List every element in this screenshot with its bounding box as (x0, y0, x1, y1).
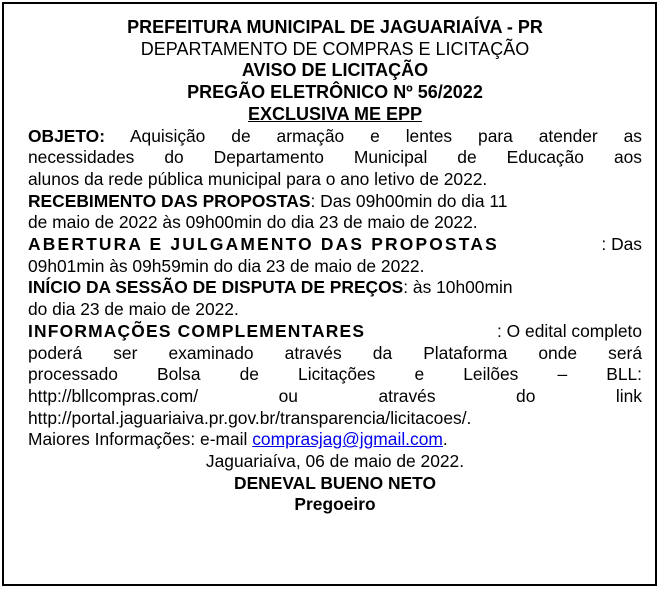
abertura-label: ABERTURA E JULGAMENTO DAS PROPOSTAS (28, 234, 499, 255)
informacoes-line-5 (28, 408, 642, 430)
bll-url[interactable]: http://bllcompras.com/ (28, 385, 199, 406)
email-link[interactable]: comprasjag@jgmail.com (252, 429, 443, 450)
inicio-line-1 (28, 277, 642, 299)
portal-url[interactable]: http://portal.jaguariaiva.pr.gov.br/transparencia/licitacoes/. (28, 407, 472, 428)
notice-content (28, 16, 642, 516)
inicio-text-1: : às 10h00min (403, 277, 513, 298)
exclusive-label: EXCLUSIVA ME EPP (247, 103, 423, 124)
inicio-label: INÍCIO DA SESSÃO DE DISPUTA DE PREÇOS (28, 277, 404, 298)
maiores-line (28, 429, 642, 451)
ou-word: ou (278, 385, 298, 406)
place-date: Jaguariaíva, 06 de maio de 2022. (205, 451, 465, 472)
atraves-word: através (378, 385, 436, 406)
signer-name: DENEVAL BUENO NETO (234, 472, 436, 493)
recebimento-line-1 (28, 191, 642, 213)
abertura-text-1: : Das (601, 234, 642, 255)
informacoes-line-3: processado Bolsa de Licitações e Leilões – BLL: (28, 364, 642, 385)
signer-role: Pregoeiro (294, 494, 376, 515)
header-dept: DEPARTAMENTO DE COMPRAS E LICITAÇÃO (140, 38, 530, 59)
do-word: do (516, 385, 536, 406)
maiores-text: Maiores Informações: e-mail (28, 429, 253, 450)
informacoes-line-4 (28, 386, 642, 408)
notice-frame (2, 2, 657, 586)
informacoes-label: INFORMAÇÕES COMPLEMENTARES (28, 320, 366, 341)
header-org: PREFEITURA MUNICIPAL DE JAGUARIAÍVA - PR (127, 17, 543, 37)
header-notice: AVISO DE LICITAÇÃO (241, 60, 429, 81)
abertura-line-2: 09h01min às 09h59min do dia 23 de maio de 2022. (28, 255, 425, 276)
informacoes-line-2: poderá ser examinado através da Plataforma onde será (28, 342, 642, 363)
header-exclusive (28, 104, 642, 126)
informacoes-line-1 (28, 321, 642, 343)
recebimento-text-1: : Das 09h00min do dia 11 (310, 190, 508, 211)
header-pregao: PREGÃO ELETRÔNICO Nº 56/2022 (187, 82, 483, 103)
recebimento-line-2: de maio de 2022 às 09h00min do dia 23 de maio de 2022. (28, 212, 478, 233)
inicio-line-2: do dia 23 de maio de 2022. (28, 299, 239, 320)
link-word: link (615, 385, 642, 406)
abertura-line-1 (28, 234, 642, 256)
objeto-label: OBJETO: (28, 125, 105, 146)
objeto-text-1: Aquisição de armação e lentes para atender as (129, 125, 643, 146)
objeto-line-2: necessidades do Departamento Municipal de Educação aos (28, 147, 642, 168)
email-period: . (442, 429, 448, 450)
objeto-line-1 (28, 126, 642, 148)
objeto-line-3: alunos da rede pública municipal para o ano letivo de 2022. (28, 168, 488, 189)
recebimento-label: RECEBIMENTO DAS PROPOSTAS (28, 190, 311, 211)
informacoes-text-1: : O edital completo (497, 320, 642, 341)
